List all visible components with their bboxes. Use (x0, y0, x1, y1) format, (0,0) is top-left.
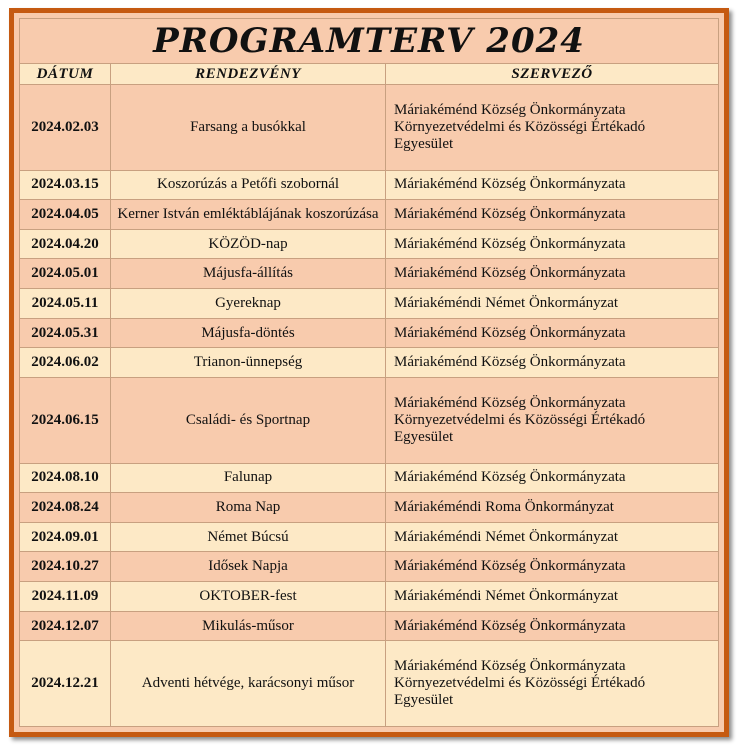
row-organizer (386, 200, 719, 230)
row-organizer (386, 289, 719, 319)
row-event: KÖZÖD-nap (111, 229, 386, 259)
row-date: 2024.06.02 (20, 348, 111, 378)
row-date: 2024.03.15 (20, 170, 111, 200)
row-date: 2024.11.09 (20, 582, 111, 612)
table-row (20, 85, 719, 171)
row-event: Német Búcsú (111, 522, 386, 552)
organizer-line: Egyesület (394, 692, 454, 709)
row-organizer (386, 522, 719, 552)
row-event: Roma Nap (111, 493, 386, 523)
table-row (20, 289, 719, 319)
organizer-line: Egyesület (394, 428, 454, 445)
organizer-line: Környezetvédelmi és Közösségi Értékadó (394, 675, 646, 692)
table-row (20, 463, 719, 493)
row-organizer (386, 552, 719, 582)
organizer-line: Máriakéménd Község Önkormányzata (394, 206, 626, 223)
organizer-line: Egyesület (394, 135, 454, 152)
table-row (20, 611, 719, 641)
row-organizer (386, 493, 719, 523)
row-organizer (386, 318, 719, 348)
row-event: Kerner István emléktáblájának koszorúzása (111, 200, 386, 230)
organizer-line: Máriakéménd Község Önkormányzata (394, 101, 626, 118)
page-title: PROGRAMTERV 2024 (20, 19, 719, 64)
row-event: Adventi hétvége, karácsonyi műsor (111, 641, 386, 727)
table-row (20, 582, 719, 612)
row-event: Májusfa-döntés (111, 318, 386, 348)
organizer-line: Máriakéménd Község Önkormányzata (394, 658, 626, 675)
table-row (20, 170, 719, 200)
row-organizer (386, 348, 719, 378)
row-date: 2024.04.05 (20, 200, 111, 230)
organizer-line: Máriakéménd Község Önkormányzata (394, 394, 626, 411)
row-date: 2024.06.15 (20, 377, 111, 463)
row-date: 2024.10.27 (20, 552, 111, 582)
row-date: 2024.09.01 (20, 522, 111, 552)
table-row (20, 348, 719, 378)
table-row (20, 200, 719, 230)
organizer-line: Máriakéménd Község Önkormányzata (394, 235, 626, 252)
organizer-line: Máriakéménd Község Önkormányzata (394, 469, 626, 486)
row-date: 2024.12.07 (20, 611, 111, 641)
table-row (20, 522, 719, 552)
row-organizer (386, 170, 719, 200)
table-row (20, 552, 719, 582)
row-date: 2024.08.24 (20, 493, 111, 523)
table-row (20, 493, 719, 523)
row-organizer (386, 641, 719, 727)
row-event: OKTOBER-fest (111, 582, 386, 612)
organizer-line: Környezetvédelmi és Közösségi Értékadó (394, 118, 646, 135)
organizer-line: Máriakéménd Község Önkormányzata (394, 176, 626, 193)
table-row (20, 318, 719, 348)
table-row (20, 259, 719, 289)
table-row (20, 641, 719, 727)
row-event: Májusfa-állítás (111, 259, 386, 289)
program-frame (9, 8, 729, 737)
organizer-line: Máriakéméndi Német Önkormányzat (394, 294, 619, 311)
organizer-line: Máriakéménd Község Önkormányzata (394, 354, 626, 371)
organizer-line: Máriakéméndi Roma Önkormányzat (394, 499, 614, 515)
row-event: Falunap (111, 463, 386, 493)
organizer-line: Máriakéméndi Német Önkormányzat (394, 587, 619, 604)
row-date: 2024.08.10 (20, 463, 111, 493)
row-organizer (386, 229, 719, 259)
row-date: 2024.05.11 (20, 289, 111, 319)
row-organizer (386, 377, 719, 463)
table-header-row (20, 64, 719, 85)
row-event: Gyereknap (111, 289, 386, 319)
header-date: DÁTUM (20, 64, 111, 85)
row-date: 2024.05.01 (20, 259, 111, 289)
row-organizer (386, 582, 719, 612)
organizer-line: Máriakéménd Község Önkormányzata (394, 617, 626, 634)
row-event: Koszorúzás a Petőfi szobornál (111, 170, 386, 200)
header-organizer: SZERVEZŐ (386, 64, 719, 85)
row-event: Idősek Napja (111, 552, 386, 582)
organizer-line: Máriakéménd Község Önkormányzata (394, 324, 626, 341)
organizer-line: Máriakéméndi Német Önkormányzat (394, 528, 619, 545)
row-date: 2024.02.03 (20, 85, 111, 171)
row-organizer (386, 463, 719, 493)
program-table (19, 18, 719, 727)
row-event: Trianon-ünnepség (111, 348, 386, 378)
row-organizer (386, 85, 719, 171)
header-event: RENDEZVÉNY (111, 64, 386, 85)
table-row (20, 377, 719, 463)
row-organizer (386, 611, 719, 641)
row-event: Családi- és Sportnap (111, 377, 386, 463)
organizer-line: Máriakéménd Község Önkormányzata (394, 265, 626, 282)
row-organizer (386, 259, 719, 289)
row-date: 2024.05.31 (20, 318, 111, 348)
organizer-line: Környezetvédelmi és Közösségi Értékadó (394, 411, 646, 428)
row-date: 2024.04.20 (20, 229, 111, 259)
row-date: 2024.12.21 (20, 641, 111, 727)
table-body (20, 85, 719, 727)
organizer-line: Máriakéménd Község Önkormányzata (394, 558, 626, 575)
row-event: Mikulás-műsor (111, 611, 386, 641)
table-row (20, 229, 719, 259)
row-event: Farsang a busókkal (111, 85, 386, 171)
